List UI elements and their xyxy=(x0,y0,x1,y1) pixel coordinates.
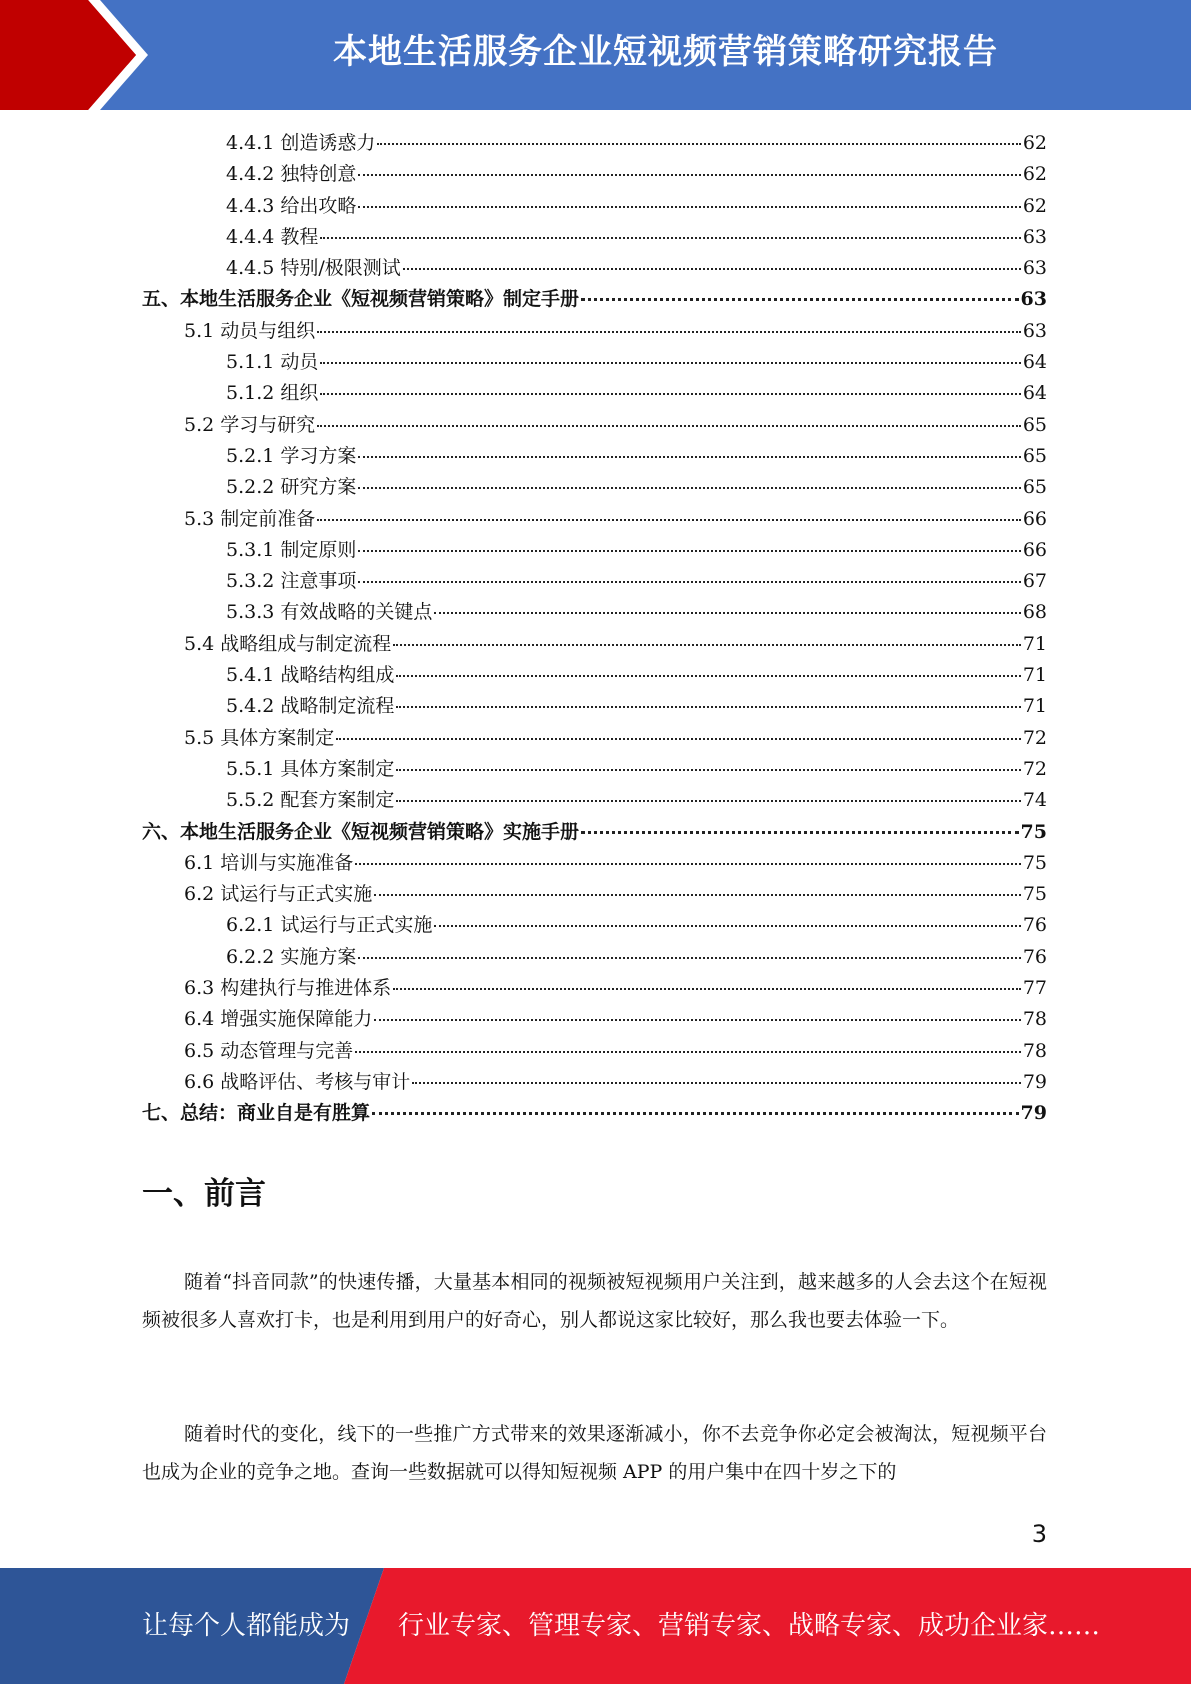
toc-entry[interactable] xyxy=(142,504,1047,535)
toc-entry-page: 63 xyxy=(1022,257,1047,280)
toc-entry-page: 63 xyxy=(1022,225,1047,248)
toc-entry-label: 5.5.2 配套方案制定 xyxy=(226,789,395,812)
toc-entry-label: 5.4 战略组成与制定流程 xyxy=(184,632,392,655)
toc-dot-leader xyxy=(372,1112,1019,1115)
toc-entry-page: 64 xyxy=(1022,382,1047,405)
toc-entry-label: 5.3.1 制定原则 xyxy=(226,538,357,561)
toc-entry-label: 5.2.1 学习方案 xyxy=(226,444,357,467)
toc-dot-leader xyxy=(358,487,1020,489)
toc-dot-leader xyxy=(377,143,1020,145)
toc-entry-page: 75 xyxy=(1022,851,1047,874)
toc-entry[interactable] xyxy=(142,128,1047,159)
toc-entry-label: 6.2.1 试运行与正式实施 xyxy=(226,914,433,937)
page-number: 3 xyxy=(1031,1520,1047,1548)
toc-entry-label: 5.4.2 战略制定流程 xyxy=(226,695,395,718)
toc-entry-label: 5.1.2 组织 xyxy=(226,382,319,405)
toc-entry-page: 79 xyxy=(1020,1102,1047,1125)
toc-entry-page: 67 xyxy=(1022,570,1047,593)
toc-entry-page: 75 xyxy=(1022,883,1047,906)
toc-entry-label: 4.4.4 教程 xyxy=(226,225,319,248)
header-red-chevron xyxy=(0,0,160,110)
section-heading: 一、前言 xyxy=(142,1176,266,1212)
toc-entry-page: 65 xyxy=(1022,413,1047,436)
toc-entry-label: 5.4.1 战略结构组成 xyxy=(226,664,395,687)
toc-dot-leader xyxy=(396,769,1020,771)
toc-entry[interactable] xyxy=(142,973,1047,1004)
toc-entry-page: 78 xyxy=(1022,1039,1047,1062)
toc-entry-page: 66 xyxy=(1022,538,1047,561)
toc-entry[interactable] xyxy=(142,910,1047,941)
toc-dot-leader xyxy=(581,831,1019,834)
toc-entry-label: 5.5 具体方案制定 xyxy=(184,726,335,749)
toc-dot-leader xyxy=(317,425,1021,427)
toc-entry-label: 6.1 培训与实施准备 xyxy=(184,851,354,874)
toc-entry-label: 6.2 试运行与正式实施 xyxy=(184,883,373,906)
toc-entry[interactable] xyxy=(142,316,1047,347)
toc-entry-label: 七、总结：商业自是有胜算 xyxy=(142,1102,371,1125)
toc-entry[interactable] xyxy=(142,566,1047,597)
toc-entry[interactable] xyxy=(142,472,1047,503)
toc-dot-leader xyxy=(396,675,1020,677)
toc-entry-label: 4.4.1 创造诱惑力 xyxy=(226,132,376,154)
toc-entry-page: 78 xyxy=(1022,1008,1047,1031)
toc-entry-page: 65 xyxy=(1022,444,1047,467)
toc-entry-page: 63 xyxy=(1020,288,1047,311)
toc-entry-page: 62 xyxy=(1022,132,1047,154)
toc-dot-leader xyxy=(320,362,1020,364)
toc-dot-leader xyxy=(355,1051,1021,1053)
toc-entry[interactable] xyxy=(142,691,1047,722)
toc-dot-leader xyxy=(396,706,1020,708)
toc-entry-page: 77 xyxy=(1022,977,1047,1000)
toc-entry[interactable] xyxy=(142,597,1047,628)
toc-dot-leader xyxy=(320,393,1020,395)
toc-dot-leader xyxy=(358,957,1020,959)
toc-entry-label: 5.5.1 具体方案制定 xyxy=(226,757,395,780)
toc-entry-page: 68 xyxy=(1022,601,1047,624)
toc-entry-label: 5.1 动员与组织 xyxy=(184,319,316,342)
toc-dot-leader xyxy=(434,612,1020,614)
toc-entry-label: 6.5 动态管理与完善 xyxy=(184,1039,354,1062)
toc-entry-page: 76 xyxy=(1022,914,1047,937)
toc-dot-leader xyxy=(358,456,1020,458)
toc-entry[interactable] xyxy=(142,942,1047,973)
toc-entry[interactable] xyxy=(142,660,1047,691)
toc-entry[interactable] xyxy=(142,879,1047,910)
toc-entry[interactable] xyxy=(142,284,1047,315)
toc-entry-page: 63 xyxy=(1022,319,1047,342)
toc-dot-leader xyxy=(317,519,1021,521)
toc-entry[interactable] xyxy=(142,410,1047,441)
toc-entry-label: 6.2.2 实施方案 xyxy=(226,945,357,968)
toc-entry-page: 71 xyxy=(1022,664,1047,687)
toc-dot-leader xyxy=(358,581,1020,583)
toc-entry[interactable] xyxy=(142,1036,1047,1067)
toc-entry[interactable] xyxy=(142,785,1047,816)
toc-entry-page: 72 xyxy=(1022,726,1047,749)
toc-entry-label: 5.2 学习与研究 xyxy=(184,413,316,436)
toc-entry[interactable] xyxy=(142,723,1047,754)
footer-slogan-right: 行业专家、管理专家、营销专家、战略专家、成功企业家…… xyxy=(398,1611,1101,1641)
toc-entry[interactable] xyxy=(142,347,1047,378)
toc-entry-label: 五、本地生活服务企业《短视频营销策略》制定手册 xyxy=(142,288,580,311)
toc-entry[interactable] xyxy=(142,159,1047,190)
toc-entry-page: 62 xyxy=(1022,194,1047,217)
toc-entry-page: 76 xyxy=(1022,945,1047,968)
toc-entry-label: 5.3.3 有效战略的关键点 xyxy=(226,601,433,624)
toc-entry-label: 5.3 制定前准备 xyxy=(184,507,316,530)
toc-entry[interactable] xyxy=(142,191,1047,222)
toc-entry-page: 64 xyxy=(1022,351,1047,374)
toc-dot-leader xyxy=(355,863,1021,865)
toc-entry-page: 71 xyxy=(1022,695,1047,718)
report-title: 本地生活服务企业短视频营销策略研究报告 xyxy=(333,32,998,72)
toc-dot-leader xyxy=(358,550,1020,552)
body-paragraph: 随着时代的变化，线下的一些推广方式带来的效果逐渐减小，你不去竞争你必定会被淘汰，短视频平台也成为企业的竞争之地。查询一些数据就可以得知短视频 APP 的用户集中在四十岁之下的 xyxy=(142,1423,1047,1483)
toc-entry[interactable] xyxy=(142,629,1047,660)
toc-entry[interactable] xyxy=(142,441,1047,472)
toc-entry[interactable] xyxy=(142,817,1047,848)
toc-entry[interactable] xyxy=(142,1098,1047,1129)
body-paragraph: 随着“抖音同款”的快速传播，大量基本相同的视频被短视频用户关注到，越来越多的人会去这个在短视频被很多人喜欢打卡，也是利用到用户的好奇心，别人都说这家比较好，那么我也要去体验一下。 xyxy=(142,1271,1047,1331)
toc-entry-label: 4.4.2 独特创意 xyxy=(226,163,357,186)
toc-entry-label: 6.6 战略评估、考核与审计 xyxy=(184,1070,411,1093)
toc-dot-leader xyxy=(317,331,1021,333)
toc-entry-label: 6.4 增强实施保障能力 xyxy=(184,1008,373,1031)
toc-entry-label: 6.3 构建执行与推进体系 xyxy=(184,977,392,1000)
toc-entry[interactable] xyxy=(142,754,1047,785)
page-footer xyxy=(0,1568,1191,1684)
toc-entry-page: 79 xyxy=(1022,1070,1047,1093)
table-of-contents xyxy=(142,128,1047,1130)
toc-entry-page: 71 xyxy=(1022,632,1047,655)
toc-entry[interactable] xyxy=(142,1067,1047,1098)
toc-entry-label: 5.1.1 动员 xyxy=(226,351,319,374)
toc-entry[interactable] xyxy=(142,378,1047,409)
toc-dot-leader xyxy=(320,237,1020,239)
toc-entry[interactable] xyxy=(142,253,1047,284)
toc-entry[interactable] xyxy=(142,1004,1047,1035)
page-header xyxy=(0,0,1191,110)
toc-entry-page: 75 xyxy=(1020,820,1047,843)
toc-entry-label: 4.4.5 特别/极限测试 xyxy=(226,257,401,280)
toc-dot-leader xyxy=(434,925,1020,927)
toc-entry-page: 74 xyxy=(1022,789,1047,812)
toc-dot-leader xyxy=(403,268,1021,270)
toc-entry-label: 4.4.3 给出攻略 xyxy=(226,194,357,217)
toc-dot-leader xyxy=(396,800,1020,802)
toc-dot-leader xyxy=(374,1019,1021,1021)
toc-dot-leader xyxy=(374,894,1021,896)
toc-entry-label: 5.2.2 研究方案 xyxy=(226,476,357,499)
toc-dot-leader xyxy=(393,644,1021,646)
toc-dot-leader xyxy=(581,298,1019,301)
toc-dot-leader xyxy=(358,206,1020,208)
toc-dot-leader xyxy=(336,738,1021,740)
toc-entry-page: 66 xyxy=(1022,507,1047,530)
footer-slogan-left: 让每个人都能成为 xyxy=(142,1611,351,1641)
toc-entry-label: 六、本地生活服务企业《短视频营销策略》实施手册 xyxy=(142,820,580,843)
toc-entry-label: 5.3.2 注意事项 xyxy=(226,570,357,593)
toc-dot-leader xyxy=(393,988,1021,990)
toc-dot-leader xyxy=(412,1082,1021,1084)
toc-dot-leader xyxy=(358,174,1020,176)
toc-entry-page: 62 xyxy=(1022,163,1047,186)
toc-entry[interactable] xyxy=(142,848,1047,879)
toc-entry[interactable] xyxy=(142,222,1047,253)
toc-entry-page: 65 xyxy=(1022,476,1047,499)
toc-entry[interactable] xyxy=(142,535,1047,566)
toc-entry-page: 72 xyxy=(1022,757,1047,780)
